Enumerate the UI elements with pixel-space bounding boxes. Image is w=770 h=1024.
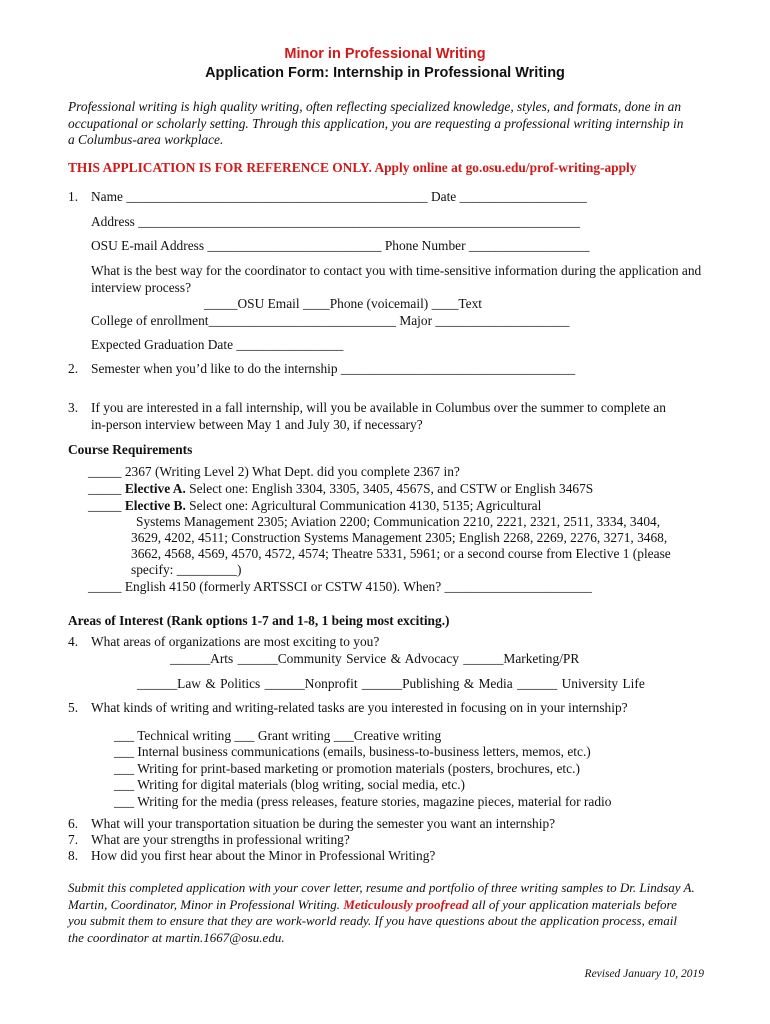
blank-line: _____ [88,498,125,513]
name-date-field[interactable]: Name _____________________________________________ Date ___________________ [91,189,587,204]
submission-text: Submit this completed application with your cover letter, resume and portfolio of three writing samples to Dr. Lindsay A. Martin, Coordinator, Minor in Professional Writing. [68,880,695,912]
writing-task-option[interactable]: ___ Technical writing ___ Grant writing ___Creative writing [114,728,442,743]
transportation-question: What will your transportation situation be during the semester you want an internship? [91,816,556,831]
contact-method-question: What is the best way for the coordinator to contact you with time-sensitive information during the application and interview process? [91,263,702,295]
writing-task-option[interactable]: ___ Writing for digital materials (blog writing, social media, etc.) [114,777,466,792]
question-number: 2. [68,361,79,376]
writing-level-2-item[interactable]: _____ 2367 (Writing Level 2) What Dept. did you complete 2367 in? [88,464,460,479]
elective-a-label: Elective A. [124,481,186,496]
english-4150-item[interactable]: _____ English 4150 (formerly ARTSSCI or CSTW 4150). When? ______________________ [88,579,592,594]
question-number: 8. [68,848,79,863]
writing-tasks-question: What kinds of writing and writing-related tasks are you interested in focusing on in your internship? [91,700,628,715]
blank-line: _____ [88,481,125,496]
graduation-date-field[interactable]: Expected Graduation Date ________________ [91,337,344,352]
question-number: 7. [68,832,79,847]
page-title: Minor in Professional Writing [284,46,486,62]
organizations-options-row[interactable]: ______Arts ______Community Service & Advocacy ______Marketing/PR [170,651,580,666]
elective-b-specify[interactable]: specify: _________) [131,562,242,577]
writing-task-option[interactable]: ___ Internal business communications (emails, business-to-business letters, memos, etc.) [114,744,591,759]
reference-notice: THIS APPLICATION IS FOR REFERENCE ONLY. Apply online at go.osu.edu/prof-writing-apply [68,160,637,175]
intro-paragraph: Professional writing is high quality writing, often reflecting specialized knowledge, styles, and formats, done in an occupational or scholarly setting. Through this application, you are requesting a professional writing internship in a Columbus-area workplace. [68,99,684,148]
elective-a-text: Select one: English 3304, 3305, 3405, 4567S, and CSTW or English 3467S [185,481,594,496]
address-field[interactable]: Address __________________________________________________________________ [91,214,581,229]
contact-method-options[interactable]: _____OSU Email ____Phone (voicemail) ____Text [204,296,482,311]
elective-b-text: Select one: Agricultural Communication 4130, 5135; Agricultural [185,498,542,513]
elective-b-text-line: 3629, 4202, 4511; Construction Systems Management 2305; English 2268, 2269, 2276, 3271, 3468, [131,530,668,545]
question-number: 1. [68,189,79,204]
email-phone-field[interactable]: OSU E-mail Address __________________________ Phone Number __________________ [91,238,590,253]
question-number: 6. [68,816,79,831]
question-number: 5. [68,700,79,715]
organizations-question: What areas of organizations are most exciting to you? [91,634,380,649]
question-number: 3. [68,400,79,415]
writing-task-option[interactable]: ___ Writing for the media (press releases, feature stories, magazine pieces, material for radio [114,794,612,809]
form-subtitle: Application Form: Internship in Professional Writing [205,65,565,81]
elective-b-text-line: Systems Management 2305; Aviation 2200; Communication 2210, 2221, 2321, 2511, 3334, 3404, [136,514,661,529]
elective-b-item[interactable] [88,498,541,515]
elective-a-item[interactable] [88,481,593,498]
question-number: 4. [68,634,79,649]
semester-field[interactable]: Semester when you’d like to do the internship ___________________________________ [91,361,576,376]
summer-interview-question-cont: in-person interview between May 1 and July 30, if necessary? [91,417,423,432]
summer-interview-question: If you are interested in a fall internship, will you be available in Columbus over the summer to complete an [91,400,666,415]
strengths-question: What are your strengths in professional writing? [91,832,350,847]
organizations-options-row[interactable]: ______Law & Politics ______Nonprofit ______Publishing & Media ______ University Life [137,676,645,691]
areas-of-interest-heading: Areas of Interest (Rank options 1-7 and 1-8, 1 being most exciting.) [68,613,450,628]
submission-text-cont: all of your application materials before you submit them to ensure that they are work-world ready. If you have questions about the application process, email the coordinator at martin.1667@osu.edu. [68,896,677,945]
college-major-field[interactable]: College of enrollment____________________________ Major ____________________ [91,313,570,328]
proofread-emphasis: Meticulously proofread [343,896,469,912]
elective-b-text-line: 3662, 4568, 4569, 4570, 4572, 4574; Theatre 5331, 5961; or a second course from Elective 1 (please [131,546,671,561]
writing-task-option[interactable]: ___ Writing for print-based marketing or promotion materials (posters, brochures, etc.) [114,761,580,776]
revision-date: Revised January 10, 2019 [584,968,704,980]
submission-instructions [68,880,696,946]
referral-question: How did you first hear about the Minor in Professional Writing? [91,848,436,863]
elective-b-label: Elective B. [124,498,186,513]
course-requirements-heading: Course Requirements [68,442,193,457]
